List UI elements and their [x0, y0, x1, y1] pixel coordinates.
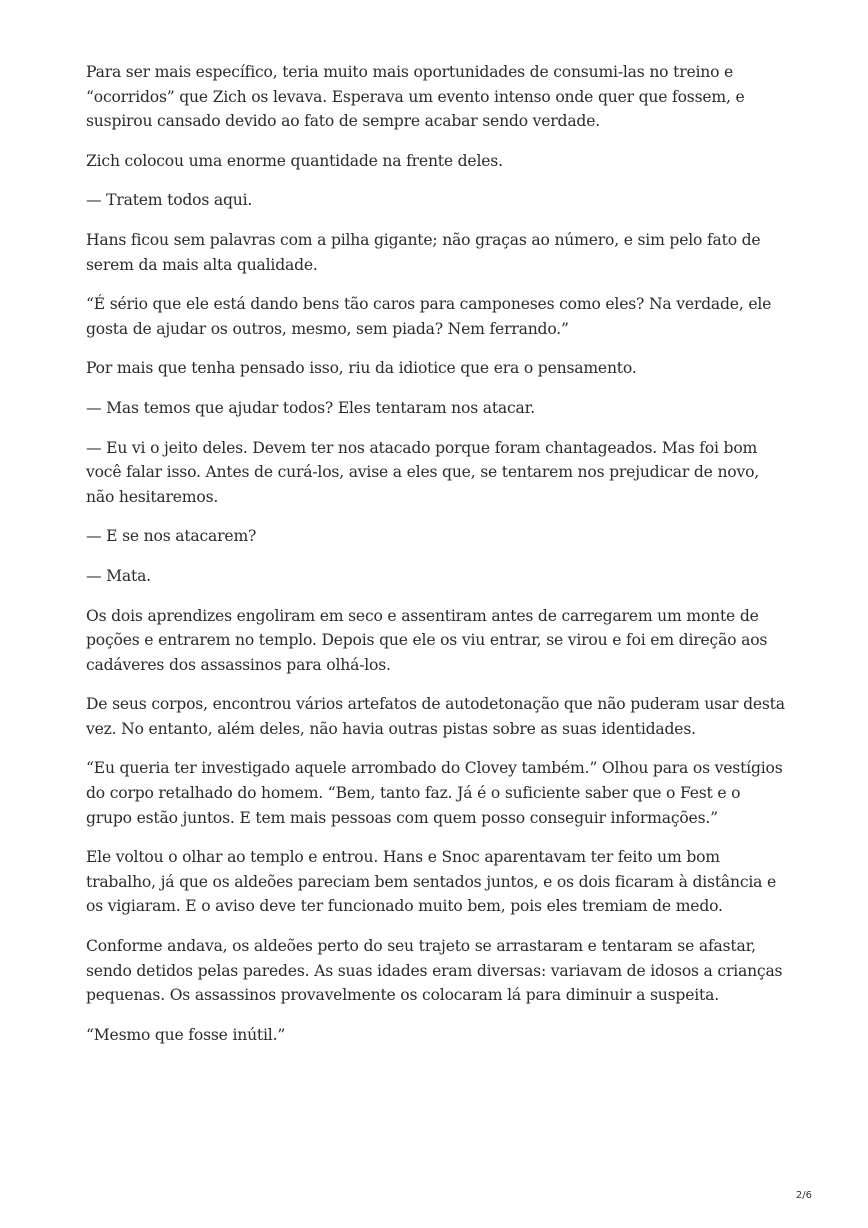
paragraph-10: — Mata.	[86, 566, 151, 585]
paragraph-3: — Tratem todos aqui.	[86, 191, 253, 210]
paragraph-16: “Mesmo que fosse inútil.”	[86, 1025, 286, 1044]
paragraph-15: Conforme andava, os aldeões perto do seu trajeto se arrastaram e tentaram se afastar, sendo detidos pelas paredes. As suas idades eram diversas: variavam de idosos a crianças pequenas. Os assassinos provavelmente os colocaram lá para diminuir a suspeita.	[86, 937, 783, 1005]
paragraph-13: “Eu queria ter investigado aquele arrombado do Clovey também.” Olhou para os vestígios do corpo retalhado do homem. “Bem, tanto faz. Já é o suficiente saber que o Fest e o grupo estão juntos. E tem mais pessoas com quem posso conseguir informações.”	[86, 759, 783, 827]
paragraph-1: Para ser mais específico, teria muito mais oportunidades de consumi-las no treino e “ocorridos” que Zich os levava. Esperava um evento intenso onde quer que fossem, e suspirou cansado devido ao fato de sempre acabar sendo verdade.	[86, 63, 745, 131]
paragraph-4: Hans ficou sem palavras com a pilha gigante; não graças ao número, e sim pelo fato de serem da mais alta qualidade.	[86, 230, 761, 274]
paragraph-5: “É sério que ele está dando bens tão caros para camponeses como eles? Na verdade, ele gosta de ajudar os outros, mesmo, sem piada? Nem ferrando.”	[86, 295, 772, 338]
paragraph-6: Por mais que tenha pensado isso, riu da idiotice que era o pensamento.	[86, 359, 637, 378]
document-body	[86, 60, 786, 1062]
paragraph-8: — Eu vi o jeito deles. Devem ter nos atacado porque foram chantageados. Mas foi bom você falar isso. Antes de curá-los, avise a eles que, se tentarem nos prejudicar de novo, não hesitaremos.	[86, 438, 760, 506]
paragraph-11: Os dois aprendizes engoliram em seco e assentiram antes de carregarem um monte de poções e entrarem no templo. Depois que ele os viu entrar, se virou e foi em direção aos cadáveres dos assassinos para olhá-los.	[86, 606, 768, 674]
paragraph-9: — E se nos atacarem?	[86, 527, 257, 546]
page-number: 2/6	[795, 1190, 812, 1201]
paragraph-7: — Mas temos que ajudar todos? Eles tentaram nos atacar.	[86, 398, 535, 417]
paragraph-2: Zich colocou uma enorme quantidade na frente deles.	[86, 151, 503, 170]
paragraph-12: De seus corpos, encontrou vários artefatos de autodetonação que não puderam usar desta vez. No entanto, além deles, não havia outras pistas sobre as suas identidades.	[86, 695, 785, 738]
paragraph-14: Ele voltou o olhar ao templo e entrou. Hans e Snoc aparentavam ter feito um bom trabalho, já que os aldeões pareciam bem sentados juntos, e os dois ficaram à distância e os vigiaram. E o aviso deve ter funcionado muito bem, pois eles tremiam de medo.	[86, 848, 777, 916]
